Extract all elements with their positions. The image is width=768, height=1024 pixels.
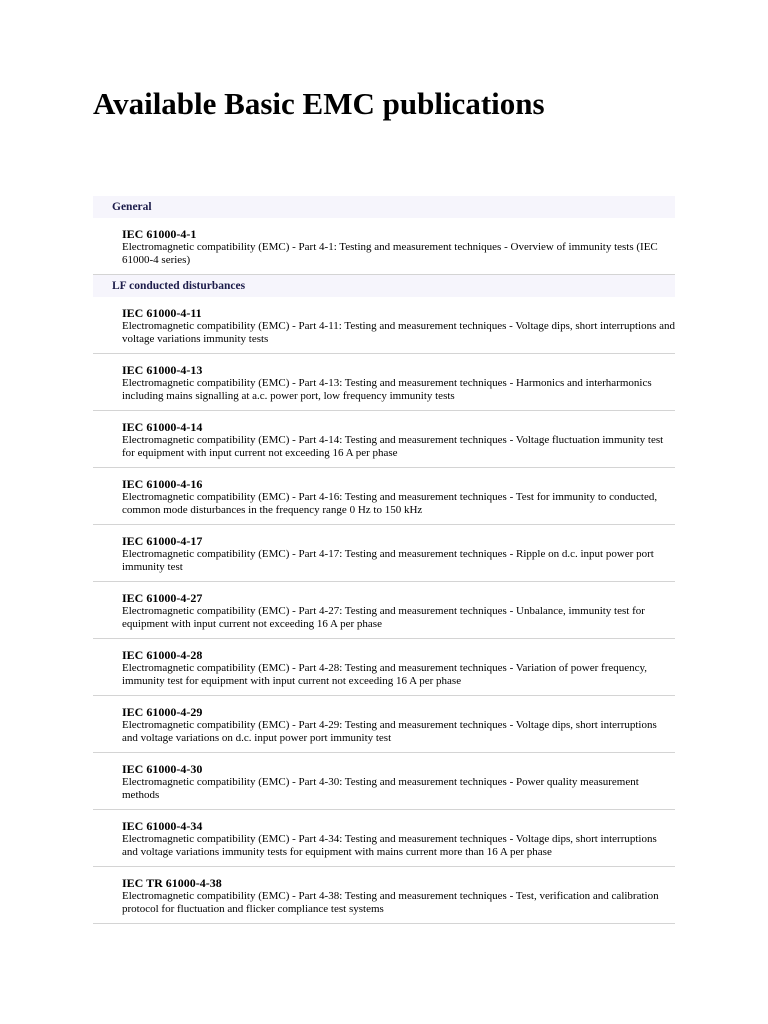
publication-code[interactable]: IEC TR 61000-4-38 bbox=[122, 876, 222, 890]
publication-description: Electromagnetic compatibility (EMC) - Part 4-34: Testing and measurement techniques - Voltage dips, short interruptions and voltage variations immunity tests for equipment with mains current more than 16 A per phase bbox=[122, 833, 657, 858]
publication-item[interactable] bbox=[93, 354, 675, 411]
publication-item[interactable] bbox=[93, 297, 675, 354]
publication-list bbox=[93, 196, 675, 924]
publication-description: Electromagnetic compatibility (EMC) - Part 4-11: Testing and measurement techniques - Voltage dips, short interruptions and voltage variations immunity tests bbox=[122, 320, 675, 345]
publication-description: Electromagnetic compatibility (EMC) - Part 4-17: Testing and measurement techniques - Ripple on d.c. input power port immunity test bbox=[122, 548, 654, 573]
publication-description: Electromagnetic compatibility (EMC) - Part 4-29: Testing and measurement techniques - Voltage dips, short interruptions and voltage variations on d.c. input power port immunity test bbox=[122, 719, 657, 744]
publication-code[interactable]: IEC 61000-4-13 bbox=[122, 363, 203, 377]
publication-code[interactable]: IEC 61000-4-11 bbox=[122, 306, 202, 320]
publication-description: Electromagnetic compatibility (EMC) - Part 4-1: Testing and measurement techniques - Overview of immunity tests (IEC 61000-4 series) bbox=[122, 241, 658, 266]
publication-code[interactable]: IEC 61000-4-14 bbox=[122, 420, 203, 434]
publication-description: Electromagnetic compatibility (EMC) - Part 4-13: Testing and measurement techniques - Harmonics and interharmonics including mains signalling at a.c. power port, low frequency immunity tests bbox=[122, 377, 652, 402]
publication-description: Electromagnetic compatibility (EMC) - Part 4-16: Testing and measurement techniques - Test for immunity to conducted, common mode disturbances in the frequency range 0 Hz to 150 kHz bbox=[122, 491, 658, 516]
publication-code[interactable]: IEC 61000-4-17 bbox=[122, 534, 203, 548]
publication-item[interactable] bbox=[93, 753, 675, 810]
publication-code[interactable]: IEC 61000-4-16 bbox=[122, 477, 203, 491]
publication-item[interactable] bbox=[93, 696, 675, 753]
publication-item[interactable] bbox=[93, 525, 675, 582]
section-heading-lf-conducted-disturbances: LF conducted disturbances bbox=[93, 275, 675, 297]
publication-code[interactable]: IEC 61000-4-28 bbox=[122, 648, 203, 662]
publication-description: Electromagnetic compatibility (EMC) - Part 4-38: Testing and measurement techniques - Test, verification and calibration protocol for fluctuation and flicker compliance test systems bbox=[122, 890, 659, 915]
publication-code[interactable]: IEC 61000-4-27 bbox=[122, 591, 203, 605]
publication-code[interactable]: IEC 61000-4-1 bbox=[122, 227, 197, 241]
page-title: Available Basic EMC publications bbox=[93, 86, 545, 121]
publication-item[interactable] bbox=[93, 218, 675, 275]
publication-description: Electromagnetic compatibility (EMC) - Part 4-28: Testing and measurement techniques - Variation of power frequency, immunity test for equipment with input current not exceeding 16 A per phase bbox=[122, 662, 648, 687]
publication-item[interactable] bbox=[93, 867, 675, 924]
publication-description: Electromagnetic compatibility (EMC) - Part 4-27: Testing and measurement techniques - Unbalance, immunity test for equipment with input current not exceeding 16 A per phase bbox=[122, 605, 645, 630]
publication-item[interactable] bbox=[93, 810, 675, 867]
publication-code[interactable]: IEC 61000-4-30 bbox=[122, 762, 203, 776]
publication-code[interactable]: IEC 61000-4-34 bbox=[122, 819, 203, 833]
publication-code[interactable]: IEC 61000-4-29 bbox=[122, 705, 203, 719]
publication-description: Electromagnetic compatibility (EMC) - Part 4-30: Testing and measurement techniques - Power quality measurement methods bbox=[122, 776, 639, 801]
publication-description: Electromagnetic compatibility (EMC) - Part 4-14: Testing and measurement techniques - Voltage fluctuation immunity test for equipment with input current not exceeding 16 A per phase bbox=[122, 434, 664, 459]
publication-item[interactable] bbox=[93, 468, 675, 525]
publication-item[interactable] bbox=[93, 411, 675, 468]
section-heading-general: General bbox=[93, 196, 675, 218]
publication-item[interactable] bbox=[93, 639, 675, 696]
publication-item[interactable] bbox=[93, 582, 675, 639]
